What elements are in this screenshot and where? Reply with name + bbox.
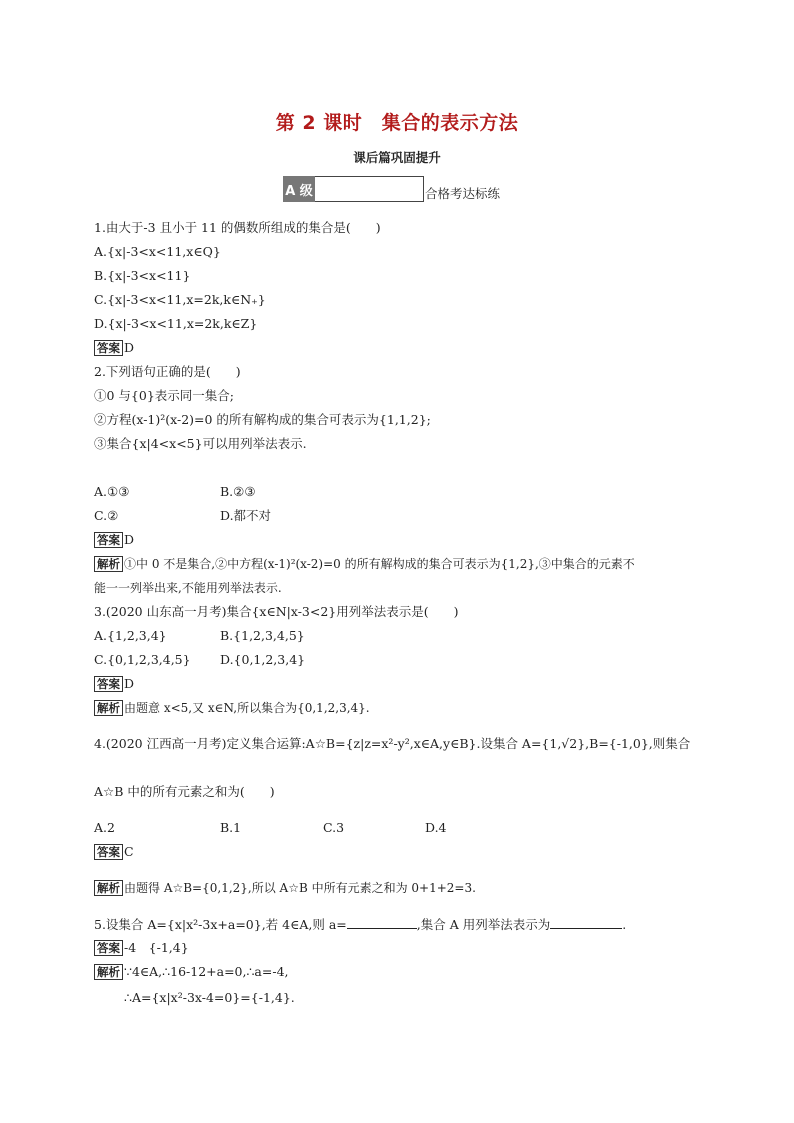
analysis-tag: 解析 (94, 556, 123, 572)
q2-option-c: C.② (94, 508, 119, 523)
q2-analysis-line2: 能一一列举出来,不能用列举法表示. (94, 581, 282, 595)
q1-answer-row (94, 340, 134, 356)
q2-answer-row (94, 532, 134, 548)
q1-option-a: A.{x|-3<x<11,x∈Q} (94, 244, 221, 259)
q3-answer-row (94, 676, 134, 692)
q1-answer: D (124, 340, 135, 355)
q5-blank-a (347, 916, 417, 929)
answer-tag: 答案 (94, 844, 123, 860)
page-title: 第 2 课时 集合的表示方法 (275, 112, 519, 134)
q5-stem-part2: ,集合 A 用列举法表示为 (416, 917, 551, 932)
q1-option-c: C.{x|-3<x<11,x=2k,k∈N₊} (94, 292, 266, 307)
analysis-tag: 解析 (94, 964, 123, 980)
q2-stem: 2.下列语句正确的是( ) (94, 364, 241, 379)
level-badge: A 级 (283, 176, 315, 202)
q4-option-c: C.3 (323, 820, 345, 835)
level-label: 合格考达标练 (425, 186, 501, 201)
q4-stem-line1: 4.(2020 江西高一月考)定义集合运算:A☆B={z|z=x²-y²,x∈A,y∈B}.设集合 A={1,√2},B={-1,0},则集合 (94, 736, 691, 751)
q5-analysis-row (94, 964, 289, 980)
q5-answer-row (94, 940, 189, 956)
q5-analysis-line2: ∴A={x|x²-3x-4=0}={-1,4}. (124, 990, 295, 1005)
q3-analysis-row (94, 700, 370, 716)
q5-stem-part3: . (622, 917, 627, 932)
q5-stem-part1: 5.设集合 A={x|x²-3x+a=0},若 4∈A,则 a= (94, 917, 347, 932)
q4-option-a: A.2 (94, 820, 115, 835)
answer-tag: 答案 (94, 340, 123, 356)
q2-option-d: D.都不对 (220, 508, 272, 523)
q4-analysis: 由题得 A☆B={0,1,2},所以 A☆B 中所有元素之和为 0+1+2=3. (124, 881, 476, 895)
level-header (283, 176, 500, 202)
q1-option-d: D.{x|-3<x<11,x=2k,k∈Z} (94, 316, 258, 331)
q1-stem: 1.由大于-3 且小于 11 的偶数所组成的集合是( ) (94, 220, 381, 235)
q4-analysis-row (94, 880, 476, 896)
q5-stem (94, 916, 626, 933)
q3-answer: D (124, 676, 135, 691)
q4-stem-line2: A☆B 中的所有元素之和为( ) (94, 784, 275, 799)
q5-blank-set (550, 916, 622, 929)
q3-option-b: B.{1,2,3,4,5} (220, 628, 305, 643)
q3-option-a: A.{1,2,3,4} (94, 628, 167, 643)
q4-answer: C (124, 844, 134, 859)
q2-answer: D (124, 532, 135, 547)
q1-option-b: B.{x|-3<x<11} (94, 268, 191, 283)
answer-tag: 答案 (94, 676, 123, 692)
q3-stem: 3.(2020 山东高一月考)集合{x∈N|x-3<2}用列举法表示是( ) (94, 604, 459, 619)
q4-answer-row (94, 844, 134, 860)
q4-option-d: D.4 (425, 820, 447, 835)
q3-option-d: D.{0,1,2,3,4} (220, 652, 306, 667)
q2-analysis-line1: ①中 0 不是集合,②中方程(x-1)²(x-2)=0 的所有解构成的集合可表示为{1,2},③中集合的元素不 (124, 557, 635, 571)
answer-tag: 答案 (94, 940, 123, 956)
q2-statement-3: ③集合{x|4<x<5}可以用列举法表示. (94, 436, 307, 451)
q3-option-c: C.{0,1,2,3,4,5} (94, 652, 191, 667)
q3-analysis: 由题意 x<5,又 x∈N,所以集合为{0,1,2,3,4}. (124, 701, 370, 715)
q5-answer: -4 {-1,4} (124, 940, 189, 955)
q4-option-b: B.1 (220, 820, 242, 835)
q2-option-a: A.①③ (94, 484, 130, 499)
q2-statement-2: ②方程(x-1)²(x-2)=0 的所有解构成的集合可表示为{1,1,2}; (94, 412, 431, 427)
analysis-tag: 解析 (94, 700, 123, 716)
level-score-box (315, 176, 424, 202)
q2-analysis-row (94, 556, 635, 572)
q2-statement-1: ①0 与{0}表示同一集合; (94, 388, 234, 403)
q2-option-b: B.②③ (220, 484, 256, 499)
answer-tag: 答案 (94, 532, 123, 548)
page-subtitle: 课后篇巩固提升 (353, 150, 441, 165)
q5-analysis-line1: ∵4∈A,∴16-12+a=0,∴a=-4, (124, 964, 289, 979)
analysis-tag: 解析 (94, 880, 123, 896)
